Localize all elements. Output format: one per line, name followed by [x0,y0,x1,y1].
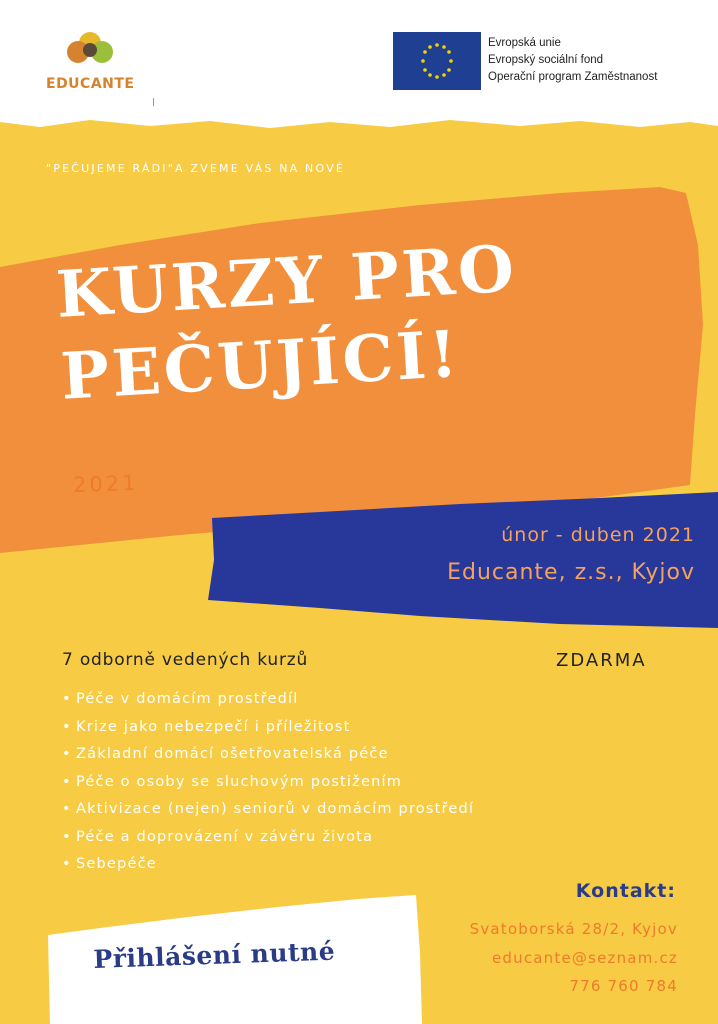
bullet: • [62,856,72,872]
course-title: Péče a doprovázení v závěru života [76,828,374,845]
bullet: • [62,828,72,845]
main-title [54,228,524,418]
title-line-2: PEČUJÍCÍ! [58,316,463,415]
title-line-1: KURZY PRO [54,231,519,333]
course-title: Sebepéče [76,856,157,872]
bullet: • [62,773,72,790]
eu-flag-icon [393,32,481,90]
course-title: Aktivizace (nejen) seniorů v domácím prostředí [76,801,475,817]
course-item [62,714,474,742]
course-item [62,851,474,879]
course-item [62,741,474,769]
course-title: Krize jako nebezpečí i příležitost [76,718,351,735]
course-item [62,796,474,824]
eu-funding-text [488,35,657,86]
bullet: • [62,801,72,817]
contact-email: educante@seznam.cz [491,949,678,967]
course-title: Základní domácí ošetřovatelská péče [76,746,389,762]
course-list [62,686,474,879]
event-place: Educante, z.s., Kyjov [447,560,695,585]
bullet: • [62,691,72,707]
tagline: "PEČUJEME RÁDI"A ZVEME VÁS NA NOVÉ [46,162,346,175]
course-item [62,769,474,797]
eu-line: Evropský sociální fond [488,54,604,66]
year-label: 2021 [72,470,139,498]
courses-heading: 7 odborně vedených kurzů [62,650,309,670]
course-title: Péče v domácím prostředíl [76,691,299,707]
course-item [62,824,474,852]
logo-text: EDUCANTE [46,76,135,92]
price-label: ZDARMA [556,650,647,671]
bullet: • [62,718,72,735]
contact-address: Svatoborská 28/2, Kyjov [469,920,678,938]
contact-phone: 776 760 784 [569,977,678,995]
course-item [62,686,474,714]
signup-required-text: Přihlášení nutné [93,936,336,974]
eu-line: Operační program Zaměstnanost [488,71,658,83]
eu-line: Evropská unie [488,37,561,49]
bullet: • [62,746,72,762]
event-dates: únor - duben 2021 [501,524,695,546]
contact-heading: Kontakt: [575,880,676,902]
print-mark [153,98,154,106]
course-title: Péče o osoby se sluchovým postižením [76,773,403,790]
